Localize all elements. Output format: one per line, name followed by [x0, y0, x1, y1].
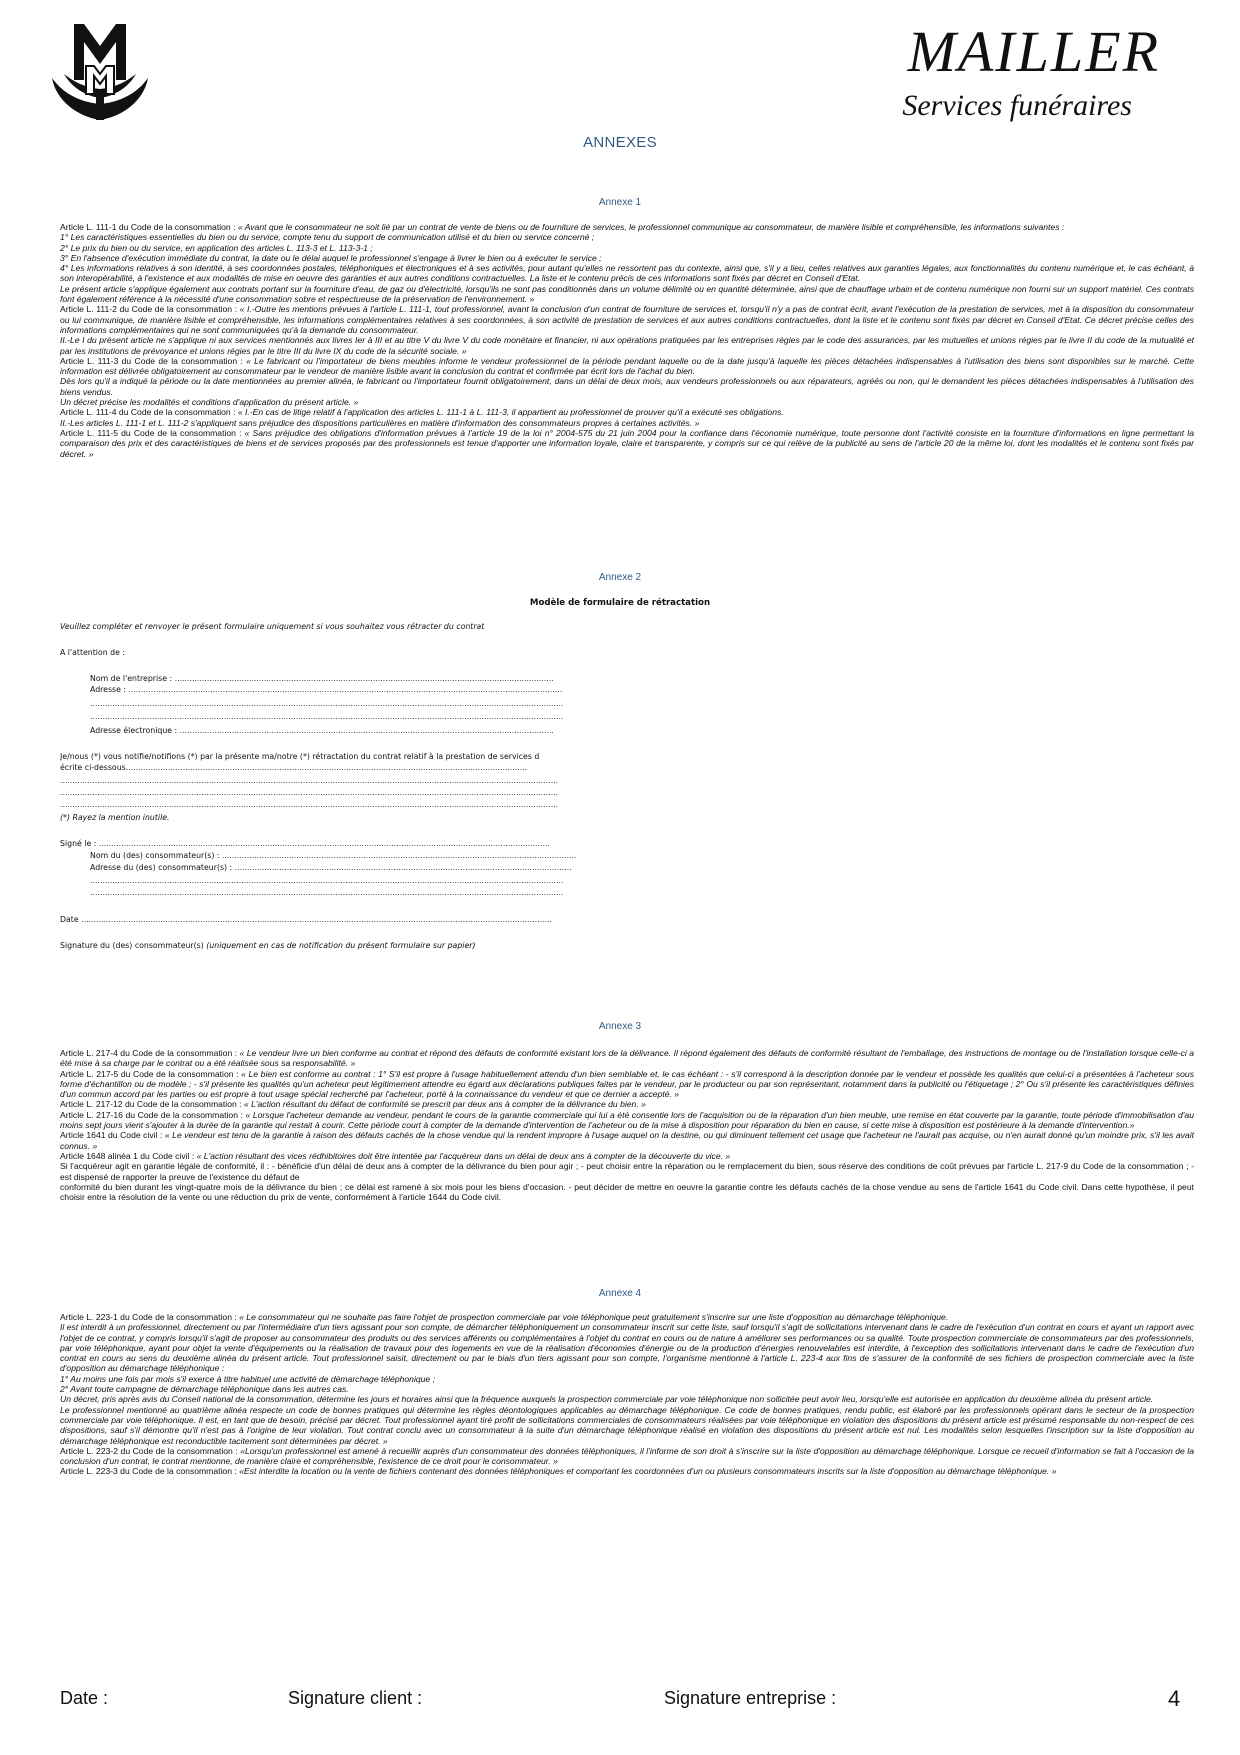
annex-paragraph	[60, 1446, 1194, 1467]
notify-line-1: Je/nous (*) vous notifie/notifions (*) par la présente ma/notre (*) rétractation du contrat relatif à la prestation de services d	[60, 752, 540, 761]
article-reference: Article L. 111-3 du Code de la consommation :	[60, 355, 247, 366]
description-line-1[interactable]: .........................................................................................................................................................................................................	[60, 776, 559, 785]
annex-paragraph	[60, 1384, 1194, 1394]
annex-paragraph	[60, 1161, 1194, 1182]
annex-paragraph	[60, 1466, 1194, 1476]
consumer-signature-label: Signature du (des) consommateur(s)	[60, 941, 207, 950]
annex-paragraph	[60, 1312, 1194, 1322]
annex-paragraph	[60, 428, 1194, 459]
article-text: «Lorsqu'un professionnel est amené à recueillir auprès d'un consommateur des données téléphoniques, il l'informe de son droit à s'inscrire sur la liste d'opposition au démarchage téléphonique. Lorsque ce recueil d'information se fait à l'occasion de la conclusion d'un contrat, le contrat mentionne, de manière claire et compréhensible, l'existence de ce droit pour le consommateur. »	[60, 1445, 1194, 1467]
company-address-line-2[interactable]: ...............................................................................................................................................................................................	[90, 699, 564, 708]
annex-paragraph	[60, 1405, 1194, 1446]
article-reference: conformité du bien durant les vingt-quatre mois de la délivrance du bien ; ce délai est ramené à six mois pour les biens d'occasion. - peut décider de mettre en oeuvre la garantie contre les défauts cachés de la chose vendue au sens de l'article 1641 du Code civil. Dans cette hypothèse, il peut choisir entre la résolution de la vente ou une réduction du prix de vente, conformément à l'article 1644 du Code civil.	[60, 1181, 1194, 1203]
annex-paragraph	[60, 1069, 1194, 1100]
article-text: 1° Les caractéristiques essentielles du bien ou du service, compte tenu du support de communication utilisé et du bien ou service concerné ;	[60, 232, 595, 243]
withdrawal-form-title: Modèle de formulaire de rétractation	[529, 598, 711, 608]
consumer-address-line-2[interactable]: ...............................................................................................................................................................................................	[90, 876, 564, 885]
article-text: 4° Les informations relatives à son identité, à ses coordonnées postales, téléphoniques et électroniques et à ses activités, pour autant qu'elles ne ressortent pas du contexte, ainsi que, s'il y a lieu, celles relatives aux garanties légales, aux fonctionnalités du contenu numérique et, le cas échéant, à son interopérabilité, à l'existence et aux modalités de mise en oeuvre des garanties et aux autres conditions contractuelles. La liste et le contenu précis de ces informations sont fixés par décret en Conseil d'Etat.	[60, 263, 1194, 284]
annex-paragraph	[60, 263, 1194, 284]
article-text: « Lorsque l'acheteur demande au vendeur, pendant le cours de la garantie commerciale qui lui a été consentie lors de l'acquisition ou de la réparation d'un bien meuble, une remise en état couverte par la garantie, toute période d'immobilisation d'au moins sept jours vient s'ajouter à la durée de la garantie qui restait à courir. Cette période court à compter de la demande d'intervention de l'acheteur ou de la mise à disposition pour réparation du bien en cause, si cette mise à disposition est postérieure à la demande d'intervention.»	[60, 1109, 1194, 1131]
brand-subtitle: Services funéraires	[902, 89, 1132, 122]
article-text: « Avant que le consommateur ne soit lié par un contrat de vente de biens ou de fourniture de services, le professionnel communique au consommateur, de manière lisible et compréhensible, les informations suivantes :	[237, 222, 1065, 232]
article-text: II.-Le I du présent article ne s'applique ni aux services mentionnés aux livres Ier à III et au titre V du livre V du code monétaire et financier, ni aux opérations pratiquées par les entreprises régies par le code des assurances, par les mutuelles et unions régies par le livre II du code de la mutualité et par les institutions de prévoyance et unions régies par le titre III du livre IX du code de la sécurité sociale. »	[60, 335, 1194, 356]
annex-paragraph	[60, 1322, 1194, 1373]
notify-line-2: écrite ci-dessous	[60, 763, 126, 772]
annex-paragraph	[60, 1130, 1194, 1151]
article-text: Un décret, pris après avis du Conseil national de la consommation, détermine les jours et horaires ainsi que la fréquence auxquels la prospection commerciale par voie téléphonique non sollicitée peut avoir lieu, lorsqu'elle est autorisée en application du deuxième alinéa du présent article.	[60, 1394, 1154, 1405]
company-name-label: Nom de l'entreprise :	[90, 674, 175, 683]
footer-client-signature-label: Signature client :	[288, 1688, 423, 1708]
notify-line-2-field[interactable]: écrite ci-dessous..................................................................................................................................................................	[60, 763, 528, 772]
article-text: «Est interdite la location ou la vente de fichiers contenant des données téléphoniques et comportant les coordonnées d'un ou plusieurs consommateurs inscrits sur la liste d'opposition au démarchage téléphonique. »	[239, 1466, 1057, 1477]
article-text: « Le bien est conforme au contrat : 1° S'il est propre à l'usage habituellement attendu d'un bien semblable et, le cas échéant : - s'il correspond à la description donnée par le vendeur et possède les qualités que celui-ci a présentées à l'acheteur sous forme d'échantillon ou de modèle ; - s'il présente les qualités qu'un acheteur peut légitimement attendre eu égard aux déclarations publiques faites par le vendeur, par le producteur ou par son représentant, notamment dans la publicité ou l'étiquetage ; 2° Ou s'il présente les caractéristiques définies d'un commun accord par les parties ou est propre à tout usage spécial recherché par l'acheteur, porté à la connaissance du vendeur et que ce dernier a accepté. »	[60, 1068, 1194, 1100]
annex-paragraph	[60, 1099, 1194, 1109]
strike-note: (*) Rayez la mention inutile.	[60, 813, 170, 822]
annex3-title: Annexe 3	[598, 1021, 642, 1032]
annex4-title: Annexe 4	[598, 1288, 642, 1299]
annex-paragraph	[60, 335, 1194, 356]
annex-paragraph	[60, 1048, 1194, 1069]
annex-paragraph	[60, 397, 1194, 407]
signed-date-field[interactable]: Signé le : ......................................................................................................................................................................................	[60, 839, 550, 848]
description-line-3[interactable]: .........................................................................................................................................................................................................	[60, 800, 559, 809]
article-text: Un décret précise les modalités et conditions d'application du présent article. »	[60, 397, 359, 408]
annex-paragraph	[60, 407, 1194, 417]
annex1-body	[60, 222, 1194, 459]
company-address-field[interactable]: Adresse : ...............................................................................................................................................................................	[90, 685, 563, 694]
company-address-line-3[interactable]: ...............................................................................................................................................................................................	[90, 712, 564, 721]
article-text: « L'action résultant des vices rédhibitoires doit être intentée par l'acquéreur dans un délai de deux ans à compter de la découverte du vice. »	[196, 1150, 731, 1161]
article-reference: Article L. 111-4 du Code de la consommation :	[60, 407, 238, 418]
article-text: Il est interdit à un professionnel, directement ou par l'intermédiaire d'un tiers agissant pour son compte, de démarcher téléphoniquement un consommateur inscrit sur cette liste, sauf lorsqu'il s'agit de sollicitations intervenant dans le cadre de l'exécution d'un contrat en cours et ayant un rapport avec l'objet de ce contrat, y compris lorsqu'il s'agit de proposer au consommateur des produits ou des services afférents ou complémentaires à l'objet du contrat en cours ou de nature à améliorer ses performances ou sa qualité. Toute prospection commerciale de consommateurs par des professionnels, par voie téléphonique, ayant pour objet la vente d'équipements ou la réalisation de travaux pour des logements en vue de la réalisation d'économies d'énergie ou de la production d'énergies renouvelables est interdite, à l'exception des sollicitations intervenant dans le cadre de l'exécution d'un contrat en cours au sens du deuxième alinéa du présent article. Tout professionnel saisit, directement ou par le biais d'un tiers agissant pour son compte, l'organisme mentionné à l'article L. 223-4 aux fins de s'assurer de la conformité de ses fichiers de prospection commerciale avec la liste d'opposition au démarchage téléphonique :	[60, 1322, 1194, 1374]
form-date-field[interactable]: Date ..............................................................................................................................................................................................	[60, 915, 553, 924]
consumer-signature-field[interactable]	[60, 941, 476, 950]
article-reference: Article L. 223-1 du Code de la consommation :	[60, 1312, 240, 1322]
article-reference: Article L. 217-5 du Code de la consommation :	[60, 1068, 242, 1079]
article-text: « L'action résultant du défaut de conformité se prescrit par deux ans à compter de la délivrance du bien. »	[243, 1099, 646, 1110]
consumer-address-field[interactable]: Adresse du (des) consommateur(s) : ........................................................................................................................................	[90, 863, 572, 872]
signed-label: Signé le :	[60, 839, 99, 848]
article-reference: Article L. 217-16 du Code de la consommation :	[60, 1109, 246, 1120]
article-text: « Sans préjudice des obligations d'information prévues à l'article 19 de la loi n° 2004-575 du 21 juin 2004 pour la confiance dans l'économie numérique, toute personne dont l'activité consiste en la fourniture d'informations en ligne permettant la comparaison des prix et des caractéristiques de biens et de services proposés par des professionnels est tenue d'apporter une information loyale, claire et transparente, y compris sur ce qui relève de la publicité au sens de l'article 20 de la même loi, dont les modalités et le contenu sont fixés par décret. »	[60, 427, 1194, 459]
article-reference: Article L. 111-1 du Code de la consommation :	[60, 222, 238, 232]
article-reference: Article L. 223-2 du Code de la consommation :	[60, 1445, 241, 1456]
article-text: « Le fabricant ou l'importateur de biens meubles informe le vendeur professionnel de la période pendant laquelle ou de la date jusqu'à laquelle les pièces détachées indispensables à l'utilisation des biens sont disponibles sur le marché. Cette information est délivrée obligatoirement au consommateur par le vendeur de manière lisible avant la conclusion du contrat et confirmée par écrit lors de l'achat du bien.	[60, 355, 1194, 377]
article-reference: Article 1641 du Code civil :	[60, 1130, 165, 1141]
annex-paragraph	[60, 376, 1194, 397]
article-reference: Article L. 111-5 du Code de la consommation :	[60, 427, 245, 438]
page-number: 4	[1168, 1686, 1181, 1711]
article-reference: Si l'acquéreur agit en garantie légale de conformité, il : - bénéficie d'un délai de deux ans à compter de la délivrance du bien pour agir ; - peut choisir entre la réparation ou le remplacement du bien, sous réserve des conditions de coût prévues par l'article L. 217-9 du Code de la consommation ; - est dispensé de rapporter la preuve de l'existence du défaut de	[60, 1161, 1194, 1182]
article-text: Le présent article s'applique également aux contrats portant sur la fourniture d'eau, de gaz ou d'électricité, lorsqu'ils ne sont pas conditionnés dans un volume délimité ou en quantité déterminée, ainsi que de chauffage urbain et de contenu numérique non fourni sur un support matériel. Ces contrats font également référence à la nécessité d'une consommation sobre et respectueuse de la préservation de l'environnement. »	[60, 283, 1194, 305]
annex-paragraph	[60, 1394, 1194, 1404]
annex1-title: Annexe 1	[598, 197, 642, 208]
company-email-field[interactable]: Adresse électronique : .......................................................................................................................................................	[90, 726, 554, 735]
article-reference: Article L. 223-3 du Code de la consommation :	[60, 1466, 240, 1477]
company-address-label: Adresse :	[90, 685, 129, 694]
footer-date-label: Date :	[60, 1688, 109, 1708]
article-text: « I.-En cas de litige relatif à l'application des articles L. 111-1 à L. 111-3, il appartient au professionnel de prouver qu'il a exécuté ses obligations.	[237, 407, 784, 418]
article-text: 2° Le prix du bien ou du service, en application des articles L. 113-3 et L. 113-3-1 ;	[60, 242, 373, 253]
article-reference: Article 1648 alinéa 1 du Code civil :	[60, 1150, 197, 1161]
annex-paragraph	[60, 1182, 1194, 1203]
consumer-name-field[interactable]: Nom du (des) consommateur(s) : ...............................................................................................................................................	[90, 851, 577, 860]
form-attention: A l'attention de :	[60, 648, 126, 657]
article-text: « Le consommateur qui ne souhaite pas faire l'objet de prospection commerciale par voie téléphonique peut gratuitement s'inscrire sur une liste d'opposition au démarchage téléphonique.	[239, 1312, 949, 1322]
withdrawal-form	[60, 622, 620, 962]
company-logo	[46, 20, 154, 124]
form-date-label: Date	[60, 915, 82, 924]
article-reference: Article L. 111-2 du Code de la consommation :	[60, 304, 240, 315]
annex2-title: Annexe 2	[598, 572, 642, 583]
article-reference: Article L. 217-12 du Code de la consommation :	[60, 1099, 244, 1110]
annex4-body	[60, 1312, 1194, 1477]
article-reference: Article L. 217-4 du Code de la consommation :	[60, 1048, 240, 1058]
annex-paragraph	[60, 418, 1194, 428]
consumer-address-label: Adresse du (des) consommateur(s) :	[90, 863, 235, 872]
annex-paragraph	[60, 243, 1194, 253]
annex-paragraph	[60, 1151, 1194, 1161]
footer-company-signature-label: Signature entreprise :	[664, 1688, 837, 1708]
annex-paragraph	[60, 304, 1194, 335]
consumer-name-label: Nom du (des) consommateur(s) :	[90, 851, 222, 860]
article-text: 3° En l'absence d'exécution immédiate du contrat, la date ou le délai auquel le professionnel s'engage à livrer le bien ou à exécuter le service ;	[60, 252, 602, 263]
annex-paragraph	[60, 222, 1194, 232]
article-text: « Le vendeur livre un bien conforme au contrat et répond des défauts de conformité existant lors de la délivrance. Il répond également des défauts de conformité résultant de l'emballage, des instructions de montage ou de l'installation lorsque celle-ci a été mise à sa charge par le contrat ou a été réalisée sous sa responsabilité. »	[60, 1048, 1194, 1069]
article-text: II.-Les articles L. 111-1 et L. 111-2 s'appliquent sans préjudice des dispositions particulières en matière d'information des consommateurs propres à certaines activités. »	[60, 417, 700, 428]
article-text: Dès lors qu'il a indiqué la période ou la date mentionnées au premier alinéa, le fabricant ou l'importateur fournit obligatoirement, dans un délai de deux mois, aux vendeurs professionnels ou aux réparateurs, agréés ou non, qui le demandent les pièces détachées indispensables à l'utilisation des biens vendus.	[60, 376, 1194, 397]
article-text: « Le vendeur est tenu de la garantie à raison des défauts cachés de la chose vendue qui la rendent impropre à l'usage auquel on la destine, ou qui diminuent tellement cet usage que l'acheteur ne l'aurait pas acquise, ou n'en aurait donné qu'un moindre prix, s'il les avait connus. »	[60, 1130, 1194, 1151]
brand-block	[840, 20, 1160, 130]
page-title: ANNEXES	[583, 134, 657, 151]
annex-paragraph	[60, 1110, 1194, 1131]
article-text: 2° Avant toute campagne de démarchage téléphonique dans les autres cas.	[60, 1384, 349, 1395]
annex-paragraph	[60, 232, 1194, 242]
company-name-field[interactable]: Nom de l'entreprise : .........................................................................................................................................................	[90, 674, 554, 683]
article-text: « I.-Outre les mentions prévues à l'article L. 111-1, tout professionnel, avant la conclusion d'un contrat de fourniture de services et, lorsqu'il n'y a pas de contrat écrit, avant l'exécution de la prestation de services, met à la disposition du consommateur ou lui communique, de manière lisible et compréhensible, les informations complémentaires relatives à ses coordonnées, à son activité de prestation de services et aux autres conditions contractuelles, dont la liste et le contenu sont fixés par décret en Conseil d'Etat. Ce décret précise celles des informations complémentaires qui ne sont communiquées qu'à la demande du consommateur.	[60, 304, 1194, 335]
annex-paragraph	[60, 284, 1194, 305]
consumer-address-line-3[interactable]: ...............................................................................................................................................................................................	[90, 888, 564, 897]
brand-name: MAILLER	[907, 19, 1160, 84]
article-text: Le professionnel mentionné au quatrième alinéa respecte un code de bonnes pratiques qui détermine les règles déontologiques applicables au démarchage téléphonique. Ce code de bonnes pratiques, rendu public, est élaboré par les professionnels opérant dans le secteur de la prospection commerciale par voie téléphonique. Il est, en tant que de besoin, précisé par décret. Tout professionnel ayant tiré profit de sollicitations commerciales de consommateurs réalisées par voie téléphonique en violation des dispositions du présent article est présumé responsable du non-respect de ces dispositions, sauf s'il démontre qu'il n'est pas à l'origine de leur violation. Tout contrat conclu avec un consommateur à la suite d'un démarchage téléphonique réalisé en violation des dispositions du présent article est nul. Les modalités selon lesquelles l'inscription sur la liste d'opposition au démarchage téléphonique est reconductible tacitement sont déterminées par décret. »	[60, 1404, 1194, 1446]
form-intro: Veuillez compléter et renvoyer le présent formulaire uniquement si vous souhaitez vous rétracter du contrat	[60, 622, 485, 631]
description-line-2[interactable]: .........................................................................................................................................................................................................	[60, 788, 559, 797]
annex-paragraph	[60, 356, 1194, 377]
article-text: 1° Au moins une fois par mois s'il exerce à titre habituel une activité de démarchage téléphonique ;	[60, 1373, 435, 1384]
annex3-body	[60, 1048, 1194, 1202]
annex-paragraph	[60, 253, 1194, 263]
company-email-label: Adresse électronique :	[90, 726, 180, 735]
annex-paragraph	[60, 1374, 1194, 1384]
consumer-signature-note: (uniquement en cas de notification du présent formulaire sur papier)	[206, 941, 476, 950]
